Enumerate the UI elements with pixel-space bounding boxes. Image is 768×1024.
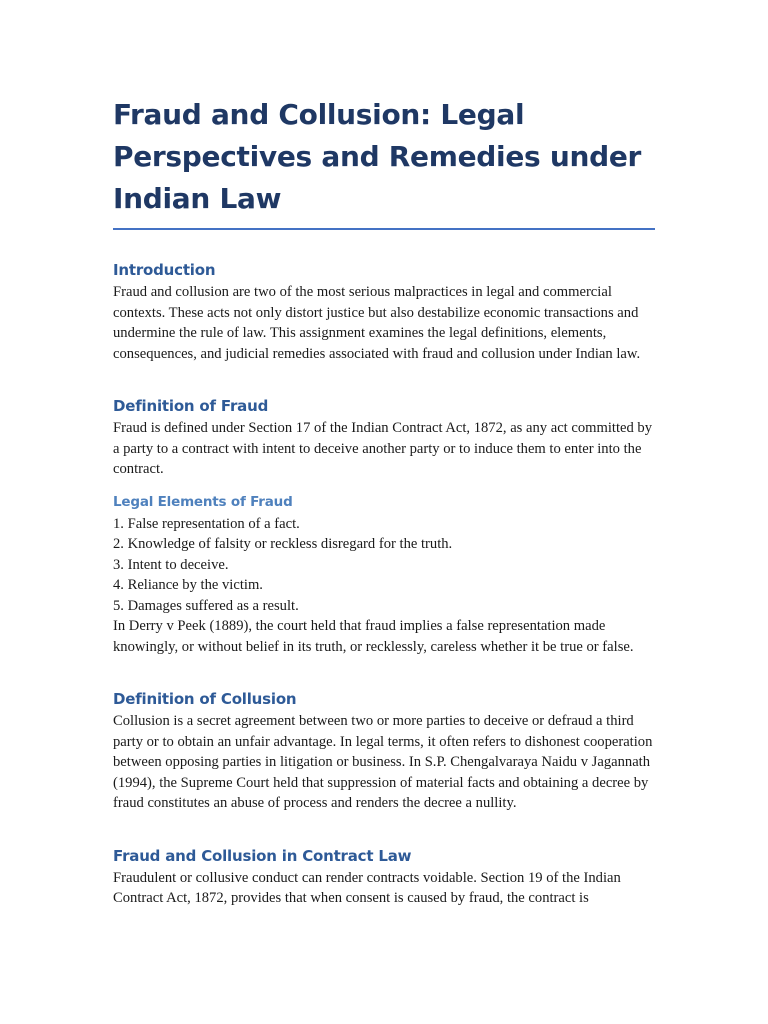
derry-v-peek-paragraph: In Derry v Peek (1889), the court held that fraud implies a false representation made knowingly, or without belief in its truth, or recklessly, careless whether it be true or false. (113, 618, 634, 655)
definition-of-collusion-body: Collusion is a secret agreement between two or more parties to deceive or defraud a third party or to obtain an unfair advantage. In legal terms, it often refers to dishonest cooperation between opposing parties in litigation or business. In S.P. Chengalvaraya Naidu v Jagannath (1994), the Supreme Court held that suppression of material facts and obtaining a decree by fraud constitutes an abuse of process and renders the decree a nullity. (113, 713, 653, 811)
list-item: 1. False representation of a fact. (113, 515, 300, 532)
section-introduction (113, 260, 655, 364)
list-item: 4. Reliance by the victim. (113, 577, 263, 593)
introduction-body: Fraud and collusion are two of the most serious malpractices in legal and commercial contexts. These acts not only distort justice but also destabilize economic transactions and undermine the rule of law. This assignment examines the legal definitions, elements, consequences, and judicial remedies associated with fraud and collusion under Indian law. (113, 284, 641, 362)
heading-introduction: Introduction (113, 261, 216, 279)
list-item: 2. Knowledge of falsity or reckless disregard for the truth. (113, 536, 453, 552)
heading-definition-of-fraud: Definition of Fraud (113, 397, 269, 415)
heading-fraud-and-collusion-in-contract-law: Fraud and Collusion in Contract Law (113, 846, 412, 865)
section-legal-elements-of-fraud (113, 493, 655, 658)
document-page (113, 94, 655, 909)
legal-elements-list (113, 514, 655, 617)
heading-legal-elements-of-fraud: Legal Elements of Fraud (113, 493, 293, 510)
list-item: 5. Damages suffered as a result. (113, 597, 299, 614)
heading-definition-of-collusion: Definition of Collusion (113, 690, 297, 708)
contract-law-body: Fraudulent or collusive conduct can render contracts voidable. Section 19 of the Indian Contract Act, 1872, provides that when consent is caused by fraud, the contract is (113, 869, 621, 906)
definition-of-fraud-body: Fraud is defined under Section 17 of the Indian Contract Act, 1872, as any act committed by a party to a contract with intent to deceive another party or to induce them to enter into the contract. (113, 420, 653, 477)
section-definition-of-fraud (113, 396, 655, 480)
section-definition-of-collusion (113, 689, 655, 814)
section-contract-law (113, 846, 655, 909)
list-item: 3. Intent to deceive. (113, 556, 229, 573)
document-title: Fraud and Collusion: Legal Perspectives and Remedies under Indian Law (113, 94, 655, 230)
